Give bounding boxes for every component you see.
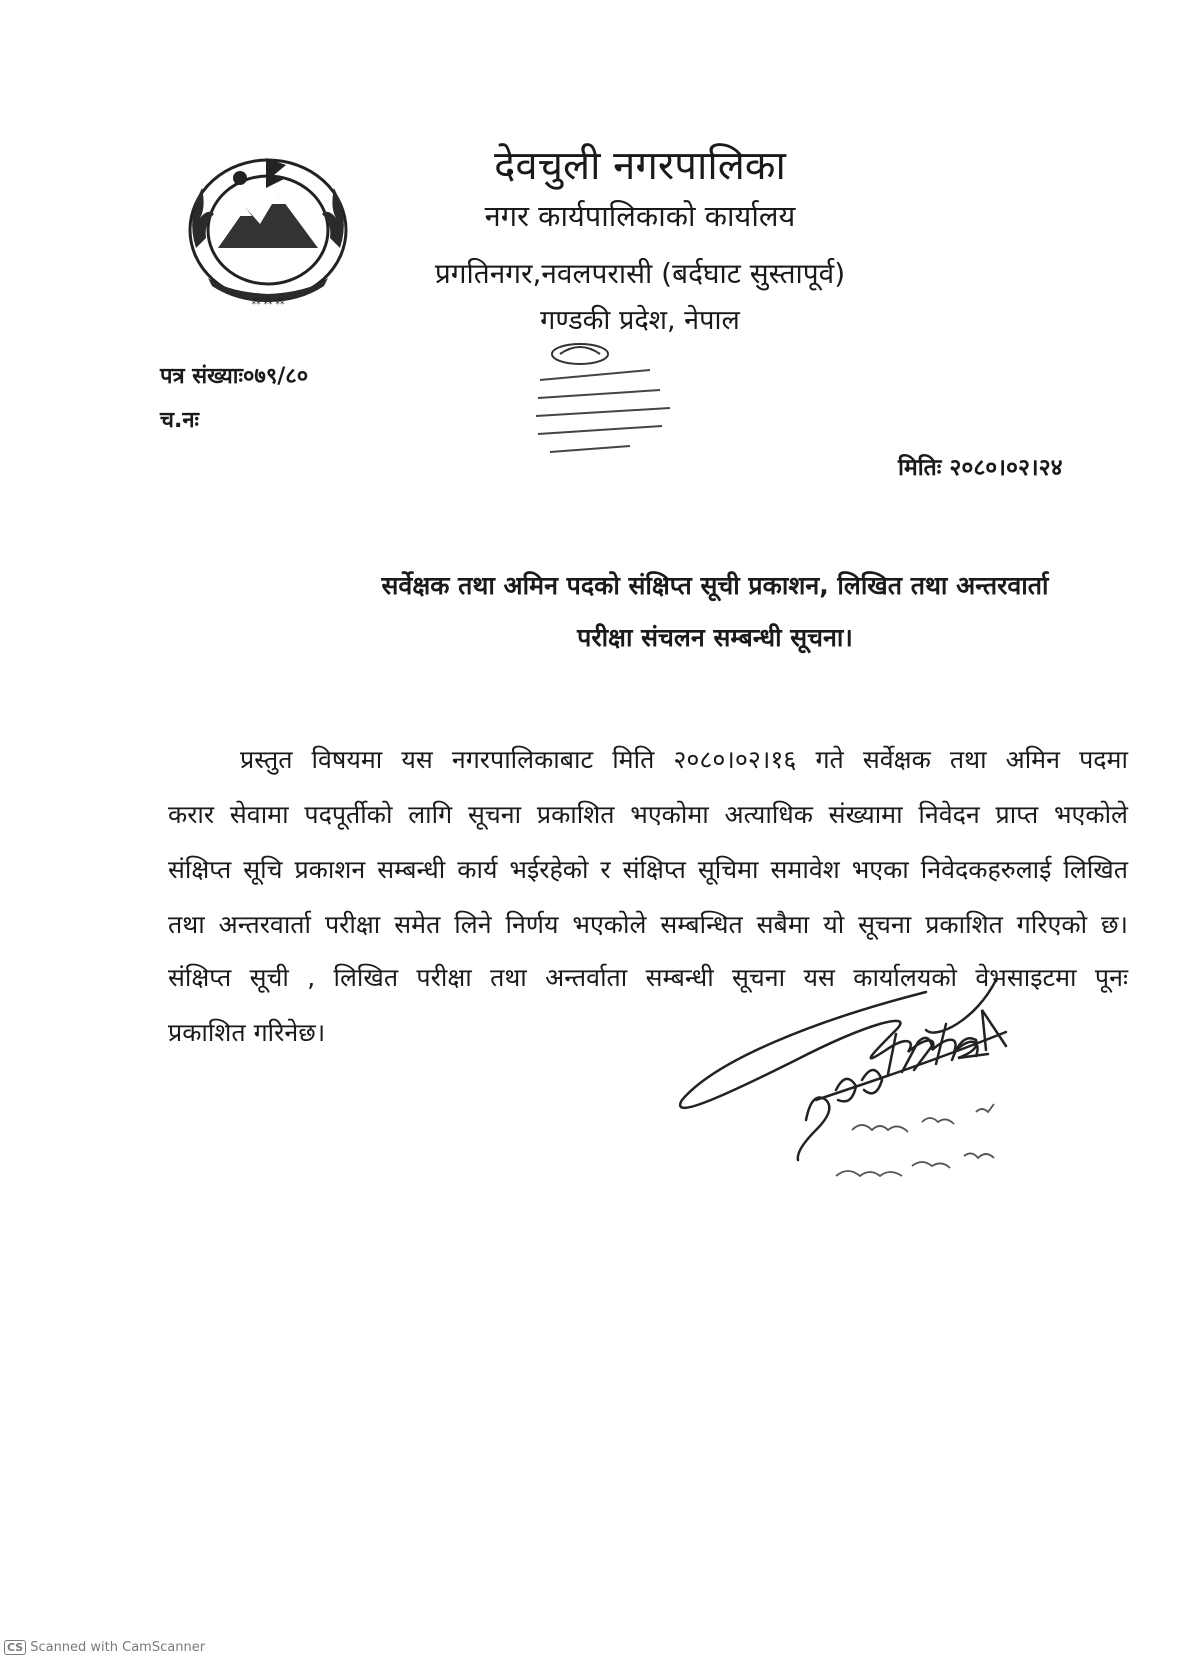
watermark-text: Scanned with CamScanner [30,1640,206,1655]
subject-line-1: सर्वेक्षक तथा अमिन पदको संक्षिप्त सूची प्रकाशन, लिखित तथा अन्तरवार्ता [381,571,1049,600]
subject-line-2: परीक्षा संचलन सम्बन्धी सूचना। [577,623,853,652]
svg-text:⁂ ⁂ ⁂: ⁂ ⁂ ⁂ [251,297,285,307]
office-stamp [520,340,690,470]
body-line: संक्षिप्त सूचि प्रकाशन सम्बन्धी कार्य भईरहेको र संक्षिप्त सूचिमा समावेश भएका निवेदकहरुलाई लिखित [168,855,1128,884]
notice-date: मितिः २०८०।०२।२४ [898,455,1063,481]
municipality-name: देवचुली नगरपालिका [494,143,786,189]
office-address: प्रगतिनगर,नवलपरासी (बर्दघाट सुस्तापूर्व) [434,257,846,290]
body-line: प्रस्तुत विषयमा यस नगरपालिकाबाट मिति २०८०।०२।१६ गते सर्वेक्षक तथा अमिन पदमा [240,745,1128,774]
province-line: गण्डकी प्रदेश, नेपाल [540,305,740,336]
body-line: प्रकाशित गरिनेछ। [168,1018,326,1047]
dispatch-number: च.नः [160,408,199,433]
letter-number: पत्र संख्याः०७९/८० [160,364,309,389]
handwritten-signature [676,980,1096,1240]
camscanner-watermark [4,1640,205,1655]
body-line: संक्षिप्त सूची , लिखित परीक्षा तथा अन्तर्वाता सम्बन्धी सूचना यस कार्यालयको वेभसाइटमा पूनः [168,963,1128,992]
municipality-emblem-logo [168,138,368,318]
body-line: तथा अन्तरवार्ता परीक्षा समेत लिने निर्णय भएकोले सम्बन्धित सबैमा यो सूचना प्रकाशित गरिएको छ। [168,910,1128,939]
body-line: करार सेवामा पदपूर्तीको लागि सूचना प्रकाशित भएकोमा अत्याधिक संख्यामा निवेदन प्राप्त भएकोले [168,800,1128,829]
office-name: नगर कार्यपालिकाको कार्यालय [484,199,796,233]
camscanner-logo: CS [4,1640,26,1655]
